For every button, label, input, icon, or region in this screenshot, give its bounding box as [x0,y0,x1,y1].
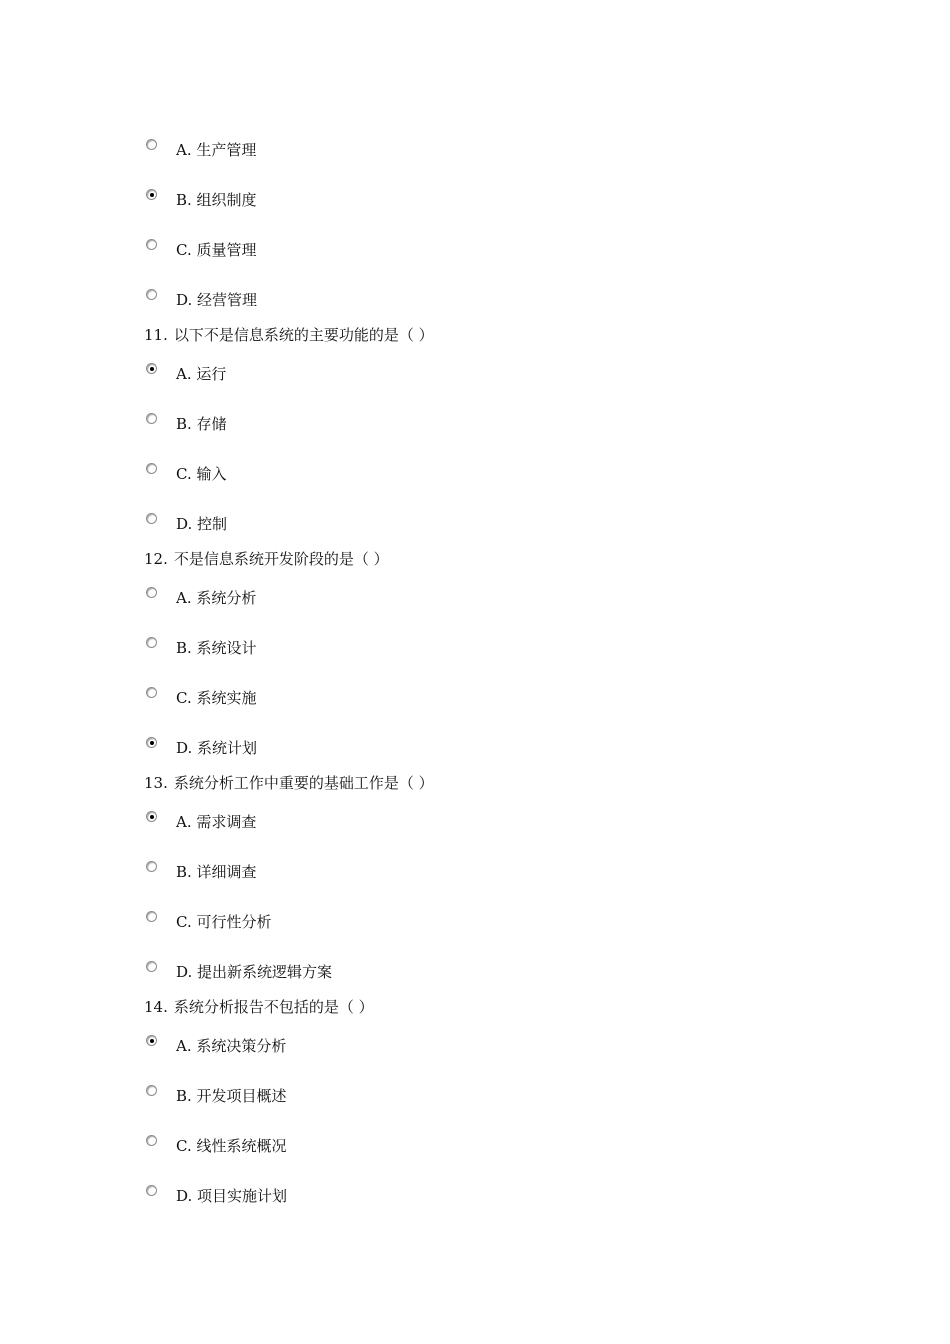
option-13-c[interactable] [0,911,950,961]
option-label: B. 系统设计 [176,639,257,657]
option-13-a[interactable] [0,811,950,861]
option-label: A. 生产管理 [176,141,257,159]
question-11-text [144,326,434,344]
option-label: C. 质量管理 [176,241,257,259]
option-label: B. 详细调查 [176,863,257,881]
question-12-text [144,550,389,568]
radio-button[interactable] [146,513,157,524]
radio-button[interactable] [146,737,157,748]
option-12-c[interactable] [0,687,950,737]
radio-button[interactable] [146,189,157,200]
radio-button[interactable] [146,637,157,648]
radio-button[interactable] [146,239,157,250]
radio-button[interactable] [146,587,157,598]
option-label: D. 控制 [176,515,228,533]
radio-button[interactable] [146,1135,157,1146]
option-14-a[interactable] [0,1035,950,1085]
radio-button[interactable] [146,1035,157,1046]
question-number: 14. [144,998,168,1016]
question-number: 12. [144,550,168,568]
option-14-b[interactable] [0,1085,950,1135]
option-12-a[interactable] [0,587,950,637]
option-label: D. 项目实施计划 [176,1187,288,1205]
option-label: D. 系统计划 [176,739,258,757]
radio-button[interactable] [146,687,157,698]
option-10-c[interactable] [0,239,950,289]
option-14-c[interactable] [0,1135,950,1185]
question-block-10 [0,139,950,339]
question-block-14 [0,1035,950,1235]
option-label: A. 需求调查 [176,813,257,831]
option-12-d[interactable] [0,737,950,787]
option-label: B. 组织制度 [176,191,257,209]
question-stem: 不是信息系统开发阶段的是（ ） [173,550,389,568]
option-11-b[interactable] [0,413,950,463]
option-label: A. 系统分析 [176,589,257,607]
radio-button[interactable] [146,463,157,474]
option-label: A. 系统决策分析 [176,1037,287,1055]
radio-button[interactable] [146,139,157,150]
question-stem: 以下不是信息系统的主要功能的是（ ） [173,326,434,344]
question-number: 11. [144,326,168,344]
option-12-b[interactable] [0,637,950,687]
radio-button[interactable] [146,289,157,300]
option-13-d[interactable] [0,961,950,1011]
radio-button[interactable] [146,413,157,424]
option-11-c[interactable] [0,463,950,513]
option-label: B. 存储 [176,415,227,433]
radio-button[interactable] [146,911,157,922]
option-14-d[interactable] [0,1185,950,1235]
option-10-d[interactable] [0,289,950,339]
option-label: D. 经营管理 [176,291,258,309]
option-11-a[interactable] [0,363,950,413]
option-label: C. 输入 [176,465,227,483]
question-block-13 [0,811,950,1011]
radio-button[interactable] [146,961,157,972]
option-label: C. 系统实施 [176,689,257,707]
question-number: 13. [144,774,168,792]
option-13-b[interactable] [0,861,950,911]
question-13-text [144,774,434,792]
radio-button[interactable] [146,1185,157,1196]
option-label: C. 可行性分析 [176,913,272,931]
option-11-d[interactable] [0,513,950,563]
radio-button[interactable] [146,861,157,872]
question-block-12 [0,587,950,787]
question-14-text [144,998,374,1016]
option-label: D. 提出新系统逻辑方案 [176,963,333,981]
option-label: C. 线性系统概况 [176,1137,287,1155]
radio-button[interactable] [146,363,157,374]
option-label: B. 开发项目概述 [176,1087,287,1105]
option-10-a[interactable] [0,139,950,189]
question-stem: 系统分析工作中重要的基础工作是（ ） [173,774,434,792]
option-10-b[interactable] [0,189,950,239]
option-label: A. 运行 [176,365,227,383]
radio-button[interactable] [146,1085,157,1096]
question-stem: 系统分析报告不包括的是（ ） [173,998,374,1016]
radio-button[interactable] [146,811,157,822]
question-block-11 [0,363,950,563]
